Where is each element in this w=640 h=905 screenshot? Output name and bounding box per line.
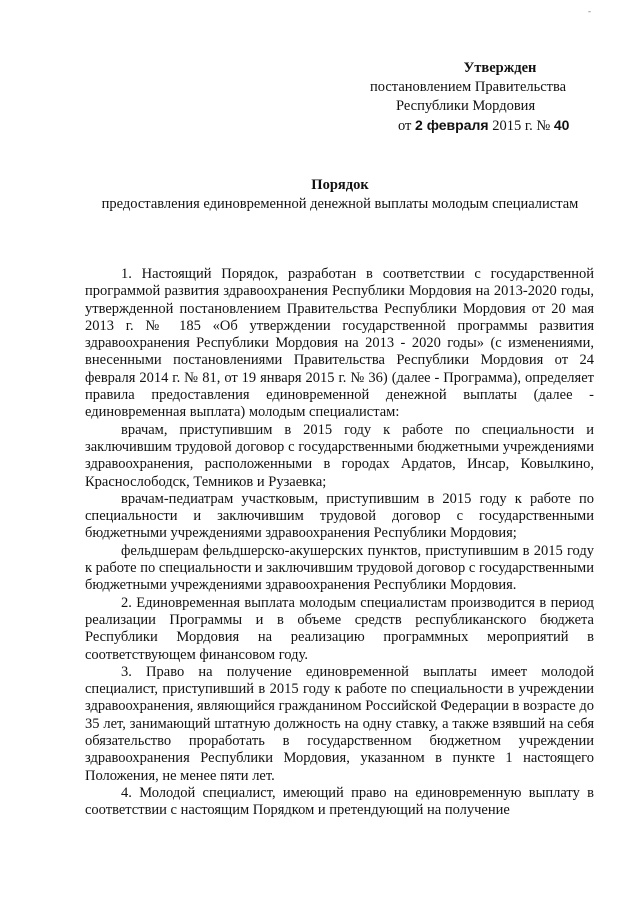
date-day-month: 2 февраля [415, 117, 489, 133]
paragraph-4: 4. Молодой специалист, имеющий право на единовременную выплату в соответствии с настоящим Порядком и претендующий на получение [85, 784, 594, 819]
document-title: Порядок [311, 177, 369, 193]
approval-date-line [368, 116, 588, 136]
paragraph-2: 2. Единовременная выплата молодым специалистам производится в период реализации Программы и в объеме средств республиканского бюджета Республики Мордовия на реализацию программных мероприятий в соответствующем финансовом году. [85, 594, 594, 663]
document-title-block [90, 176, 590, 214]
document-body [85, 266, 594, 820]
paragraph-3: 3. Право на получение единовременной выплаты имеет молодой специалист, приступивший в 2015 году к работе по специальности в учреждении здравоохранения, являющийся гражданином Российской Федерации в возрасте до 35 лет, занимающий штатную должность на одну ставку, а также взявший на себя обязательство проработать в государственном бюджетном учреждении здравоохранения Республики Мордовия, указанном в пункте 1 настоящего Положения, не менее пяти лет. [85, 663, 594, 784]
approval-line-resolution: постановлением Правительства [370, 79, 567, 95]
date-prefix: от [398, 118, 412, 134]
paragraph-doctors: врачам, приступившим в 2015 году к работе по специальности и заключившим трудовой договор с государственными бюджетными учреждениями здравоохранения, расположенными в городах Ардатов, Инсар, Ковылкино, Краснослободск, Темников и Рузаевка; [85, 421, 594, 490]
document-number: 40 [553, 117, 570, 133]
approval-block [368, 59, 588, 136]
paragraph-paramedics: фельдшерам фельдшерско-акушерских пунктов, приступившим в 2015 году к работе по специальности и заключившим трудовой договор с государственными бюджетными учреждениями здравоохранения Республики Мордовия. [85, 542, 594, 594]
document-subtitle: предоставления единовременной денежной выплаты молодым специалистам [101, 196, 579, 212]
corner-mark: - [588, 6, 591, 16]
paragraph-1: 1. Настоящий Порядок, разработан в соответствии с государственной программой развития здравоохранения Республики Мордовия на 2013-2020 годы, утвержденной постановлением Правительства Республики Мордовия от 20 мая 2013 г. № 185 «Об утверждении государственной программы развития здравоохранения Республики Мордовия на 2013 - 2020 годы» (с изменениями, внесенными постановлениями Правительства Республики Мордовия от 24 февраля 2014 г. № 81, от 19 января 2015 г. № 36) (далее - Программа), определяет правила предоставления единовременной денежной выплаты (далее - единовременная выплата) молодым специалистам: [85, 266, 594, 421]
paragraph-pediatricians: врачам-педиатрам участковым, приступившим в 2015 году к работе по специальности и заключившим трудовой договор с государственными бюджетными учреждениями здравоохранения Республики Мордовия; [85, 490, 594, 542]
approval-line-republic: Республики Мордовия [396, 98, 536, 114]
date-year: 2015 г. № [492, 118, 551, 134]
approval-title: Утвержден [463, 60, 537, 76]
